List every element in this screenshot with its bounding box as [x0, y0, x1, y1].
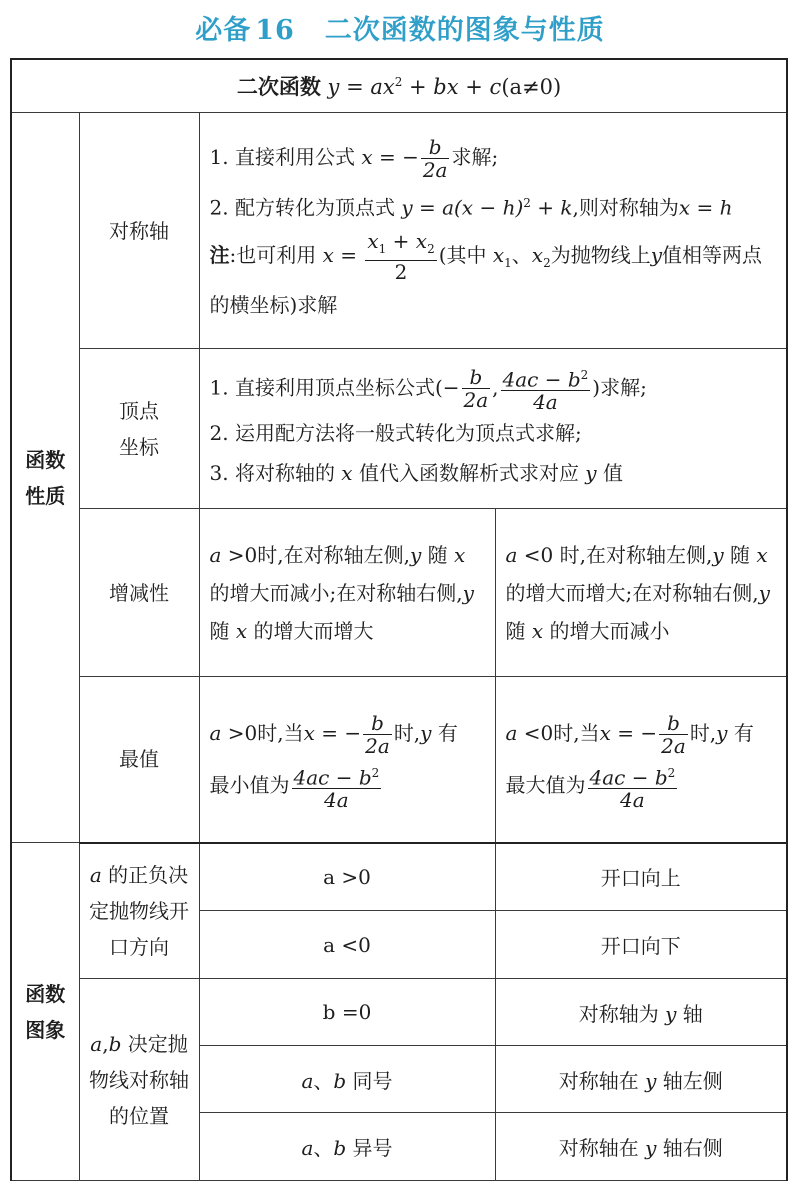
title-text: 二次函数的图象与性质: [324, 15, 605, 46]
axis-pos-condition-1: b =0: [199, 979, 495, 1046]
row-extreme: [11, 677, 787, 843]
monotonic-category: 增减性: [79, 509, 199, 677]
extreme-category: 最值: [79, 677, 199, 843]
axis-line-1: 1. 直接利用公式 x = − $\frac{b}{2a}$ 求解;: [209, 135, 499, 183]
vertex-line-2: 2. 运用配方法将一般式转化为顶点式求解;: [209, 421, 582, 446]
quadratic-function-table: [10, 58, 788, 1181]
axis-category: 对称轴: [79, 113, 199, 349]
row-axis-pos-1: [11, 979, 787, 1046]
axis-pos-condition-2: a、b 同号: [199, 1046, 495, 1113]
vertex-line-1: 1. 直接利用顶点坐标公式(− $\frac{b}{2a}$ , $\frac{4ac - b^2}{4a}$ )求解;: [209, 365, 647, 415]
note-label: 注: [209, 242, 230, 267]
opening-condition-1: a >0: [199, 843, 495, 911]
header-formula: $y = ax^2$ + bx + c: [327, 75, 502, 99]
title-prefix: 必备: [195, 15, 252, 46]
axis-pos-condition-3: a、b 异号: [199, 1113, 495, 1181]
group-graph-label: 函数图象: [25, 981, 66, 1042]
vertex-content: [199, 349, 787, 509]
page-title: [0, 8, 800, 47]
vertex-line-3: 3. 将对称轴的 x 值代入函数解析式求对应 y 值: [209, 461, 623, 486]
axis-note: 注:也可利用 x = $\frac{x_1 + x_2}{2}$ (其中 $x_1$、$x_2$为抛物线上y值相等两点的横坐标)求解: [209, 228, 763, 317]
opening-result-1: 开口向上: [495, 843, 787, 911]
title-number: 16: [255, 15, 295, 46]
opening-category: a 的正负决定抛物线开口方向: [79, 843, 199, 979]
axis-position-category: a,b 决定抛物线对称轴的位置: [79, 979, 199, 1181]
header-condition: (a≠0): [501, 75, 562, 99]
row-axis: [11, 113, 787, 349]
group-property: [11, 113, 79, 843]
vertex-category: 顶点 坐标: [79, 349, 199, 509]
axis-pos-result-1: 对称轴为 y 轴: [495, 979, 787, 1046]
monotonic-right: a <0 时,在对称轴左侧,y 随 x 的增大而增大;在对称轴右侧,y 随 x 的增大而减小: [495, 509, 787, 677]
header-label: 二次函数: [236, 74, 321, 99]
group-graph: [11, 843, 79, 1181]
row-opening-1: [11, 843, 787, 911]
table-header: [11, 59, 787, 113]
axis-content: [199, 113, 787, 349]
extreme-right: a <0时,当x = − $\frac{b}{2a}$ 时,y 有 最大值为 $\frac{4ac - b^2}{4a}$: [495, 677, 787, 843]
extreme-left: a >0时,当x = − $\frac{b}{2a}$ 时,y 有 最小值为 $\frac{4ac - b^2}{4a}$: [199, 677, 495, 843]
axis-pos-result-3: 对称轴在 y 轴右侧: [495, 1113, 787, 1181]
opening-condition-2: a <0: [199, 911, 495, 979]
header-row: [11, 59, 787, 113]
opening-result-2: 开口向下: [495, 911, 787, 979]
row-monotonic: [11, 509, 787, 677]
axis-pos-result-2: 对称轴在 y 轴左侧: [495, 1046, 787, 1113]
row-vertex: [11, 349, 787, 509]
axis-line-2: 2. 配方转化为顶点式 $y = a(x - h)^2 + k$,则对称轴为x = h: [209, 195, 733, 220]
monotonic-left: a >0时,在对称轴左侧,y 随 x 的增大而减小;在对称轴右侧,y 随 x 的增大而增大: [199, 509, 495, 677]
group-property-label: 函数性质: [25, 447, 66, 508]
